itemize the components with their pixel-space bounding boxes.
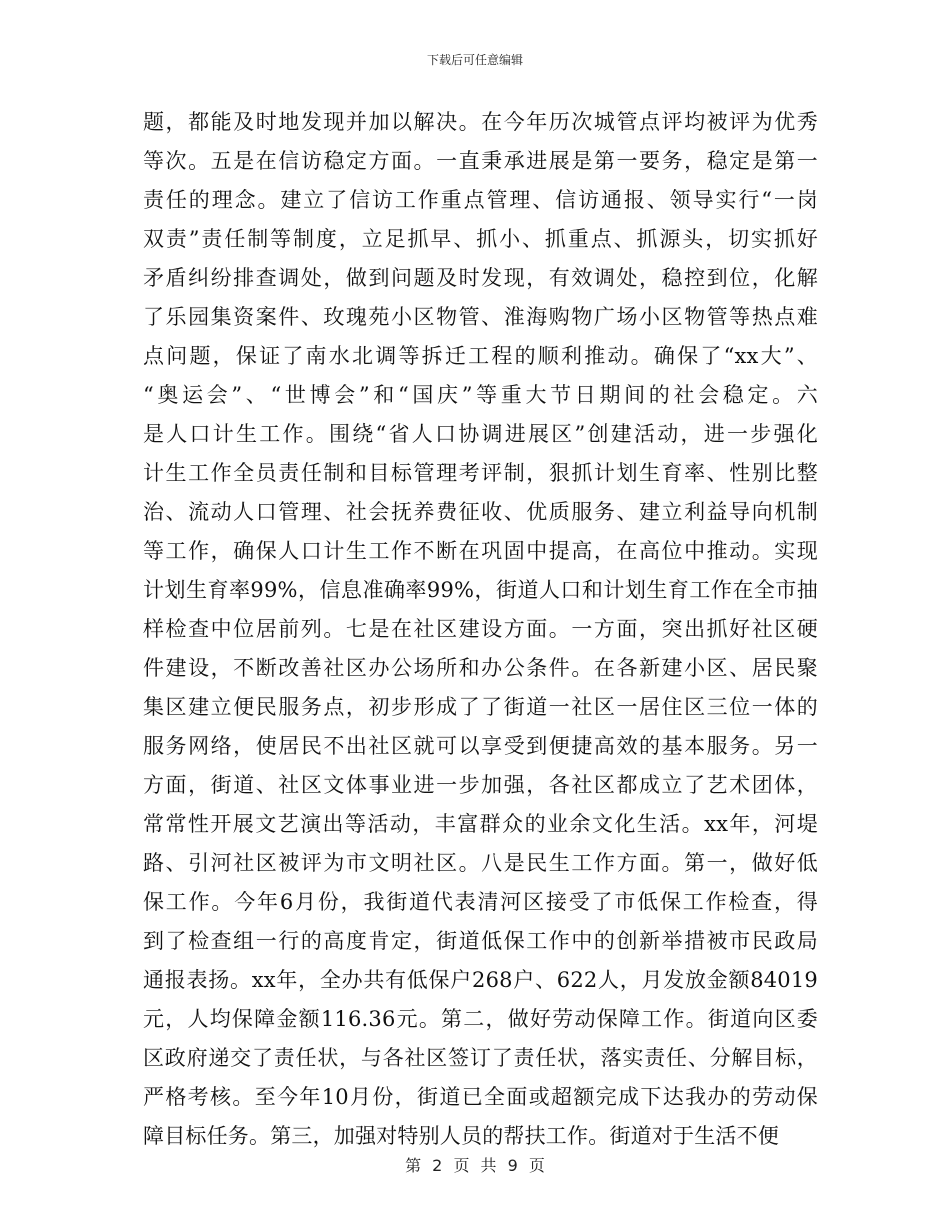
body-line: 题，都能及时地发现并加以解决。在今年历次城管点评均被评为优秀 [143,110,818,134]
body-line: 障目标任务。第三，加强对特别人员的帮扶工作。街道对于生活不便 [143,1124,779,1148]
body-line: 等次。五是在信访稳定方面。一直秉承进展是第一要务，稳定是第一 [143,149,818,173]
body-line: 计生工作全员责任制和目标管理考评制，狠抓计划生育率、性别比整 [143,461,818,485]
body-line: 方面，街道、社区文体事业进一步加强，各社区都成立了艺术团体， [143,773,818,797]
body-line: 等工作，确保人口计生工作不断在巩固中提高，在高位中推动。实现 [143,539,818,563]
body-line: 治、流动人口管理、社会抚养费征收、优质服务、建立利益导向机制 [143,500,818,524]
body-line: 了乐园集资案件、玫瑰苑小区物管、淮海购物广场小区物管等热点难 [143,305,818,329]
body-line: 是人口计生工作。围绕“省人口协调进展区”创建活动，进一步强化 [143,422,818,446]
body-line: 通报表扬。xx年，全办共有低保户268户、622人，月发放金额84019 [143,968,818,992]
body-line: 严格考核。至今年10月份，街道已全面或超额完成下达我办的劳动保 [143,1085,818,1109]
body-line: 件建设，不断改善社区办公场所和办公条件。在各新建小区、居民聚 [143,656,818,680]
page-number: 第 2 页 共 9 页 [405,1156,545,1175]
body-line: “奥运会”、“世博会”和“国庆”等重大节日期间的社会稳定。六 [143,383,818,407]
body-line: 元，人均保障金额116.36元。第二，做好劳动保障工作。街道向区委 [143,1007,818,1031]
body-line: 到了检查组一行的高度肯定，街道低保工作中的创新举措被市民政局 [143,929,818,953]
document-body [143,103,818,1156]
body-line: 双责”责任制等制度，立足抓早、抓小、抓重点、抓源头，切实抓好 [143,227,818,251]
body-line: 服务网络，使居民不出社区就可以享受到便捷高效的基本服务。另一 [143,734,818,758]
body-line: 点问题，保证了南水北调等拆迁工程的顺利推动。确保了“xx大”、 [143,344,818,368]
body-line: 矛盾纠纷排查调处，做到问题及时发现，有效调处，稳控到位，化解 [143,266,818,290]
body-line: 计划生育率99%，信息准确率99%，街道人口和计划生育工作在全市抽 [143,578,818,602]
page-header: 下载后可任意编辑 [426,53,523,67]
body-line: 样检查中位居前列。七是在社区建设方面。一方面，突出抓好社区硬 [143,617,818,641]
body-line: 路、引河社区被评为市文明社区。八是民生工作方面。第一，做好低 [143,851,818,875]
body-line: 责任的理念。建立了信访工作重点管理、信访通报、领导实行“一岗 [143,188,818,212]
body-line: 区政府递交了责任状，与各社区签订了责任状，落实责任、分解目标， [143,1046,818,1070]
body-line: 常常性开展文艺演出等活动，丰富群众的业余文化生活。xx年，河堤 [143,812,818,836]
body-line: 集区建立便民服务点，初步形成了了街道一社区一居住区三位一体的 [143,695,818,719]
body-line: 保工作。今年6月份，我街道代表清河区接受了市低保工作检查，得 [143,890,818,914]
